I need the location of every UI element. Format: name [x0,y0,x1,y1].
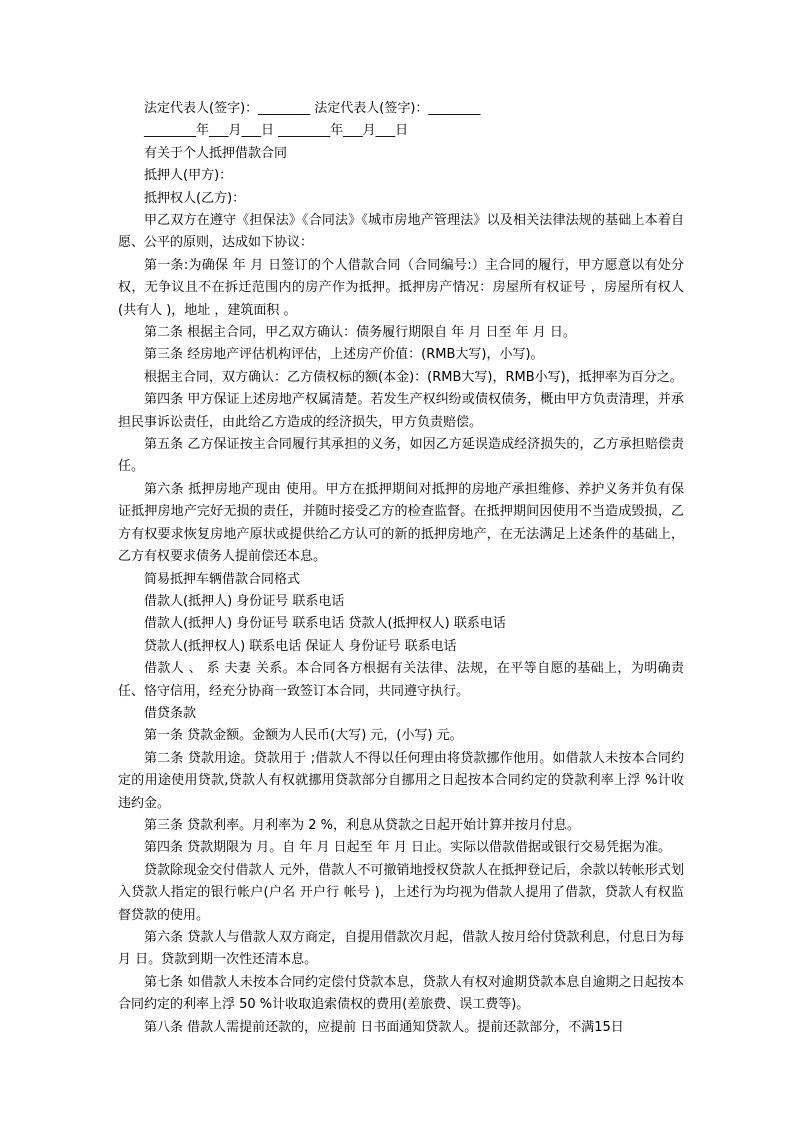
paragraph-loan-article-8: 第八条 借款人需提前还款的，应提前 日书面通知贷款人。提前还款部分，不满15日 [144,1019,624,1035]
document-body [118,98,684,1039]
paragraph-loan-terms-heading: 借贷条款 [144,705,197,721]
paragraph-disbursement: 贷款除现金交付借款人 元外，借款人不可撤销地授权贷款人在抵押登记后，余款以转帐形式划入贷款人指定的银行帐户(户名 开户行 帐号 )，上述行为均视为借款人提用了借款，贷款人有权监督贷款的使用。 [118,862,684,923]
paragraph-loan-article-7: 第七条 如借款人未按本合同约定偿付贷款本息，贷款人有权对逾期贷款本息自逾期之日起按本合同约定的利率上浮 50 %计收取追索债权的费用(差旅费、误工费等)。 [118,974,684,1013]
paragraph-loan-article-3: 第三条 贷款利率。月利率为 2 %，利息从贷款之日起开始计算并按月付息。 [144,817,581,833]
paragraph-principal: 根据主合同，双方确认：乙方债权标的额(本金)：(RMB大写)，RMB小写)，抵押率为百分之。 [144,369,683,385]
paragraph-loan-article-4: 第四条 贷款期限为 月。自 年 月 日起至 年 月 日止。实际以借款借据或银行交易凭据为准。 [144,840,672,856]
paragraph-party-1: 借款人(抵押人) 身份证号 联系电话 [144,593,345,609]
paragraph-doc-title: 有关于个人抵押借款合同 [144,145,288,161]
paragraph-article-6: 第六条 抵押房地产现由 使用。甲方在抵押期间对抵押的房地产承担维修、养护义务并负有保证抵押房地产完好无损的责任，并随时接受乙方的检查监督。在抵押期间因使用不当造成毁损，乙方有权要求恢复房地产原状或提供给乙方认可的新的抵押房地产，在无法满足上述条件的基础上，乙方有权要求债务人提前偿还本息。 [118,481,684,565]
date-line: ________年___月___日 ________年___月___日 [144,123,409,139]
paragraph-loan-article-1: 第一条 贷款金额。金额为人民币(大写) 元，(小写) 元。 [144,728,463,744]
paragraph-article-3: 第三条 经房地产评估机构评估，上述房产价值：(RMB大写)，小写)。 [144,347,544,363]
paragraph-party-3: 贷款人(抵押权人) 联系电话 保证人 身份证号 联系电话 [144,638,457,654]
paragraph-second-title: 简易抵押车辆借款合同格式 [144,571,301,587]
paragraph-loan-article-6: 第六条 贷款人与借款人双方商定，自提用借款次月起，借款人按月给付贷款利息，付息日为每月 日。贷款到期一次性还清本息。 [118,930,684,968]
paragraph-article-2: 第二条 根据主合同，甲乙双方确认：债务履行期限自 年 月 日至 年 月 日。 [144,325,576,341]
paragraph-party-2: 借款人(抵押人) 身份证号 联系电话 贷款人(抵押权人) 联系电话 [144,616,506,632]
paragraph-mortgagee: 抵押权人(乙方)： [144,190,246,206]
paragraph-article-4: 第四条 甲方保证上述房地产权属清楚。若发生产权纠纷或债权债务，概由甲方负责清理，并承担民事诉讼责任，由此给乙方造成的经济损失，甲方负责赔偿。 [118,392,684,430]
paragraph-parties-relation: 借款人 、 系 夫妻 关系。本合同各方根据有关法律、法规，在平等自愿的基础上，为明确责任、恪守信用，经充分协商一致签订本合同，共同遵守执行。 [118,661,684,699]
paragraph-loan-article-2: 第二条 贷款用途。贷款用于 ;借款人不得以任何理由将贷款挪作他用。如借款人未按本合同约定的用途使用贷款,贷款人有权就挪用贷款部分自挪用之日起按本合同约定的贷款利率上浮 %计收违约金。 [118,750,684,811]
paragraph-mortgagor: 抵押人(甲方)： [144,168,233,184]
paragraph-article-5: 第五条 乙方保证按主合同履行其承担的义务，如因乙方延误造成经济损失的，乙方承担赔偿责任。 [118,437,684,475]
signature-line: 法定代表人(签字)：________ 法定代表人(签字)：________ [144,101,481,116]
paragraph-article-1: 第一条:为确保 年 月 日签订的个人借款合同（合同编号:）主合同的履行，甲方愿意以有处分权，无争议且不在拆迁范围内的房产作为抵押。抵押房产情况：房屋所有权证号 ，房屋所有权人 (共有人 )，地址 ，建筑面积 。 [118,257,684,318]
paragraph-preamble: 甲乙双方在遵守《担保法》《合同法》《城市房地产管理法》以及相关法律法规的基础上本着自愿、公平的原则，达成如下协议： [118,213,684,251]
